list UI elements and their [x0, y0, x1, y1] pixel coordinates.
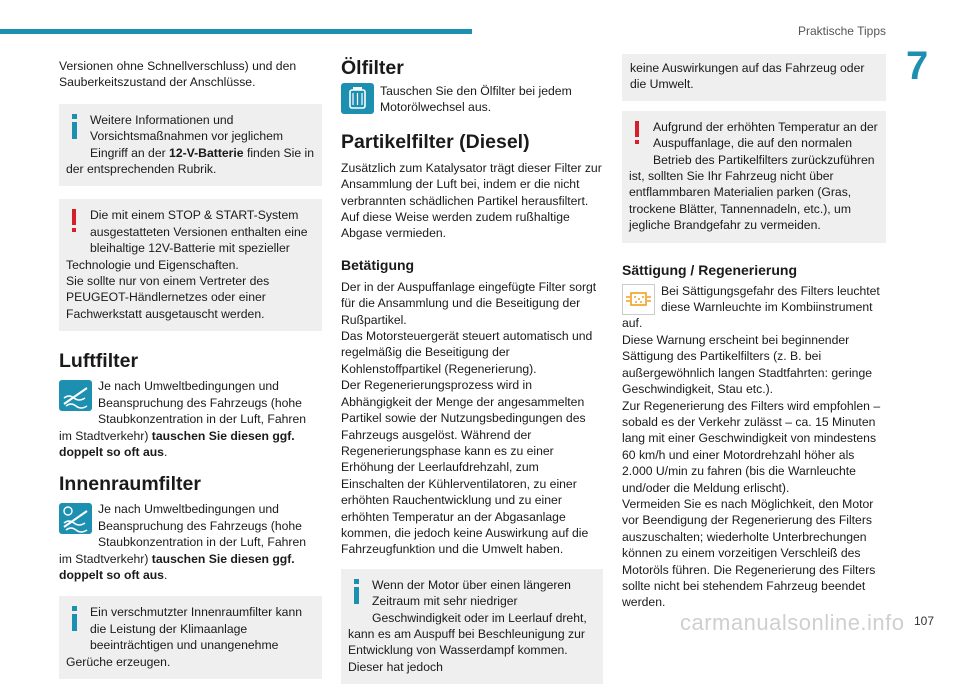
info-icon	[66, 112, 90, 146]
header-title: Praktische Tipps	[797, 24, 886, 38]
column-left	[59, 58, 322, 679]
heading-partikelfilter: Partikelfilter (Diesel)	[341, 130, 530, 153]
heading-oelfilter: Ölfilter	[341, 57, 404, 79]
partikelfilter-text: Zusätzlich zum Katalysator trägt dieser Filter zur Ansammlung der Luft bei, indem er die nicht verbrannten schädlichen Partikel herausfiltert. Auf diese Weise werden zudem rußhaltige Abgase vermieden.	[341, 160, 602, 241]
innenraumfilter-section	[59, 501, 322, 583]
watermark: carmanualsonline.info	[680, 610, 905, 635]
warning-box-heat-text: Aufgrund der erhöhten Temperatur an der Auspuffanlage, die auf den normalen Betrieb des Partikelfilters zurückzuführen ist, sollten Sie Ihr Fahrzeug nicht über entflammbaren Materialien parken (Gras, trockene Blätter, Tannennadeln, etc.), um jegliche Brandgefahr zu vermeiden.	[629, 119, 878, 233]
heading-luftfilter: Luftfilter	[59, 350, 139, 373]
oil-filter-icon	[341, 83, 374, 114]
info-icon	[66, 604, 90, 638]
heading-betaetigung: Betätigung	[341, 256, 415, 273]
oelfilter-section	[341, 83, 603, 116]
info-box-continued-text: keine Auswirkungen auf das Fahrzeug oder die Umwelt.	[630, 61, 865, 92]
warning-icon	[629, 119, 653, 153]
luftfilter-text: Je nach Umweltbedingungen und Beanspruchung des Fahrzeugs (hohe Staubkonzentration in der Luft, Fahren im Stadtverkehr) tauschen Sie diesen ggf. doppelt so oft aus.	[59, 379, 306, 459]
info-box-water-vapour	[341, 569, 603, 684]
betaetigung-text: Der in der Auspuffanlage eingefügte Filter sorgt für die Ansammlung und die Beseitigung der Rußpartikel. Das Motorsteuergerät steuert automatisch und regelmäßig die Beseitigung der Kohlenstoffpartikel (Regenerierung). Der Regenerierungsprozess wird in Abhängigkeit der Menge der angesammelten Partikel sowie der Nutzungsbedingungen des Fahrzeugs ausgelöst. Während der Regenerierungsphase kann es zu einer Erhöhung der Leerlaufdrehzahl, zum Einschalten der Kühlerventilatoren, zu einer erhöhten Rauchentwicklung und zu einer erhöhten Temperatur an der Abgasanlage kommen, die jedoch keine Auswirkung auf die Fahrzeugfunktion und die Umwelt haben.	[341, 279, 597, 557]
particle-filter-warning-icon	[622, 284, 655, 315]
saettigung-section	[622, 283, 886, 611]
info-box-water-vapour-text: Wenn der Motor über einen längeren Zeitraum mit sehr niedriger Geschwindigkeit oder im Leerlauf dreht, kann es am Auspuff bei Beschleunigung zur Entwicklung von Wasserdampf kommen. Dieser hat jedoch	[348, 577, 587, 674]
innenraumfilter-text: Je nach Umweltbedingungen und Beanspruchung des Fahrzeugs (hohe Staubkonzentration in der Luft, Fahren im Stadtverkehr) tauschen Sie diesen ggf. doppelt so oft aus.	[59, 502, 306, 582]
heading-saettigung: Sättigung / Regenerierung	[622, 261, 798, 278]
warning-box-text: Die mit einem STOP & START-System ausgestatteten Versionen enthalten eine bleihaltige 12V-Batterie mit spezieller Technologie und Eigenschaften. Sie sollte nur von einem Vertreter des PEUGEOT-Händlernetzes oder einer Fachwerkstatt ausgetauscht werden.	[66, 208, 308, 321]
heading-innenraumfilter: Innenraumfilter	[59, 473, 201, 496]
chapter-number: 7	[906, 44, 929, 88]
info-box-cabin-filter	[59, 596, 322, 679]
warning-box-heat	[622, 111, 886, 243]
info-box-continued	[622, 54, 886, 101]
info-box-cabin-filter-text: Ein verschmutzter Innenraumfilter kann die Leistung der Klimaanlage beeinträchtigen und unangenehme Gerüche erzeugen.	[66, 605, 303, 669]
header-accent-bar	[0, 29, 472, 34]
info-box-battery-text: Weitere Informationen und Vorsichtsmaßnahmen vor jeglichem Eingriff an der 12-V-Batterie finden Sie in der entsprechenden Rubrik.	[66, 112, 315, 177]
air-filter-icon	[59, 380, 92, 411]
page-number: 107	[913, 614, 934, 628]
saettigung-text: Bei Sättigungsgefahr des Filters leuchtet diese Warnleuchte im Kombiinstrument auf. Diese Warnung erscheint bei beginnender Sättigung des Partikelfilters (z. B. bei außergewöhnlich langen Stadtfahrten: geringe Geschwindigkeit, Stau etc.). Zur Regenerierung des Filters wird empfohlen – sobald es der Verkehr zulässt – ca. 15 Minuten lang mit einer Geschwindigkeit von mindestens 60 km/h und einer Motordrehzahl höher als 2.000 U/min zu fahren (bis die Warnleuchte und/oder die Meldung erlischt). Vermeiden Sie es nach Möglichkeit, den Motor vor Beendigung der Regenerierung des Filters auszuschalten; wiederholte Unterbrechungen können zu einem vorzeitigen Verschleiß des Motoröls führen. Die Regenerierung des Filters sollte nicht bei stehendem Fahrzeug beendet werden.	[622, 283, 881, 610]
cabin-filter-icon	[59, 503, 92, 534]
warning-icon	[66, 207, 90, 241]
intro-text: Versionen ohne Schnellverschluss) und den Sauberkeitszustand der Anschlüsse.	[59, 59, 297, 90]
oelfilter-text: Tauschen Sie den Ölfilter bei jedem Motorölwechsel aus.	[380, 84, 572, 115]
warning-box-stop-start	[59, 199, 322, 331]
info-icon	[348, 577, 372, 611]
column-middle	[341, 56, 603, 684]
column-right	[622, 54, 886, 611]
luftfilter-section	[59, 378, 322, 460]
info-box-battery	[59, 104, 322, 187]
